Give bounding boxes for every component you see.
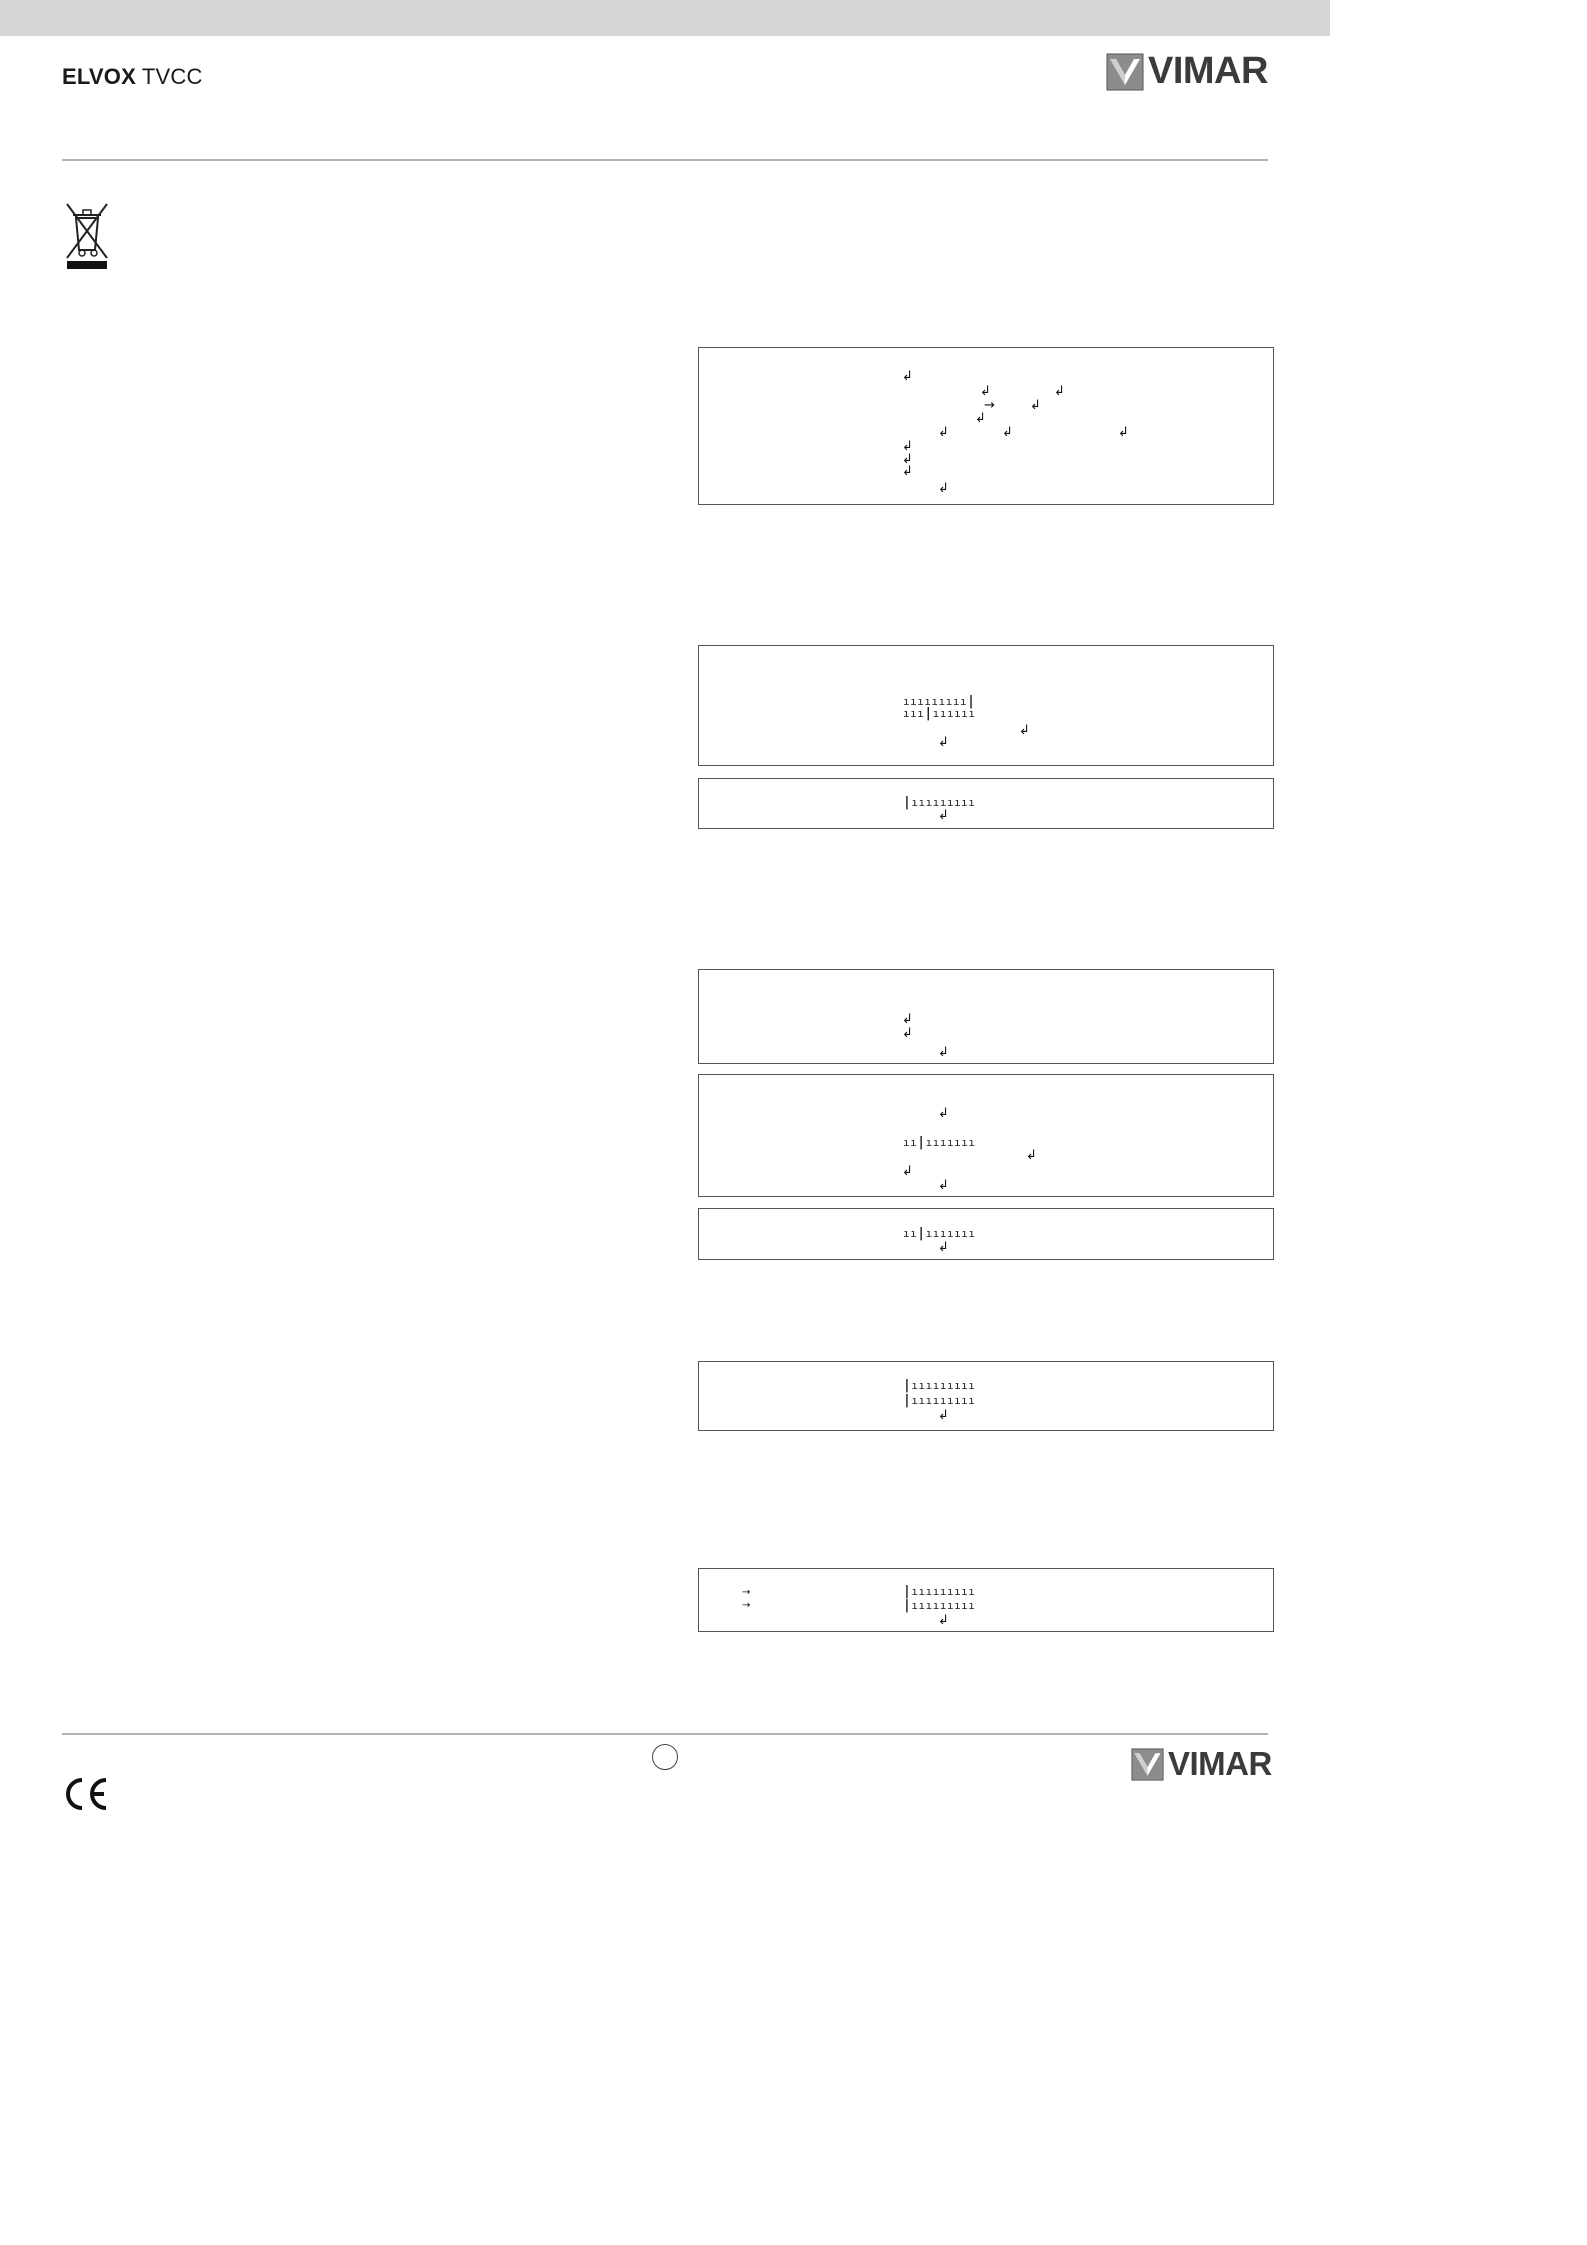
brand-title: ELVOX TVCC: [62, 64, 203, 89]
return-arrow-icon: ↲: [902, 369, 913, 384]
menu-panel-3: [698, 778, 1274, 829]
menu-panel-4: [698, 969, 1274, 1064]
top-bar: [0, 0, 1330, 36]
vimar-logo: [1106, 50, 1268, 93]
ce-mark-icon: [62, 1776, 110, 1812]
right-arrow-icon: →: [742, 1587, 751, 1598]
level-scale: ııııııııı|: [903, 694, 976, 709]
vimar-logo-footer: [1131, 1745, 1272, 1783]
menu-panel-8: [698, 1568, 1274, 1632]
menu-panel-6: [698, 1208, 1274, 1260]
return-arrow-icon: ↲: [1019, 723, 1030, 738]
return-arrow-icon: ↲: [938, 1106, 949, 1121]
menu-panel-5: [698, 1074, 1274, 1197]
vimar-logo-text: VIMAR: [1168, 1745, 1272, 1782]
vimar-logo-text: VIMAR: [1148, 50, 1268, 92]
return-arrow-icon: ↲: [938, 1408, 949, 1423]
level-scale: |ııııııııı: [903, 1393, 976, 1408]
return-arrow-icon: ↲: [1054, 384, 1065, 399]
return-arrow-icon: ↲: [938, 481, 949, 496]
footer-rule: [62, 1733, 1268, 1735]
level-scale: ıı|ııııııı: [903, 1135, 976, 1150]
return-arrow-icon: ↲: [902, 452, 913, 467]
return-arrow-icon: ↲: [938, 425, 949, 440]
return-arrow-icon: ↲: [980, 384, 991, 399]
right-arrow-icon: →: [742, 1600, 751, 1611]
menu-panel-2: [698, 645, 1274, 766]
return-arrow-icon: ↲: [902, 439, 913, 454]
return-arrow-icon: ↲: [938, 1045, 949, 1060]
return-arrow-icon: ↲: [1030, 398, 1041, 413]
return-arrow-icon: ↲: [1026, 1148, 1037, 1163]
menu-panel-1: [698, 347, 1274, 505]
return-arrow-icon: ↲: [902, 1026, 913, 1041]
level-scale: |ııııııııı: [903, 1584, 976, 1599]
right-arrow-icon: →: [984, 398, 995, 413]
return-arrow-icon: ↲: [975, 411, 986, 426]
vimar-logo-icon: [1106, 53, 1144, 91]
crossed-out-wheelie-bin-icon: [62, 200, 112, 270]
level-scale: ııı|ıııııı: [903, 706, 976, 721]
menu-panel-7: [698, 1361, 1274, 1431]
return-arrow-icon: ↲: [1118, 425, 1129, 440]
level-scale: |ııııııııı: [903, 795, 976, 810]
return-arrow-icon: ↲: [938, 1240, 949, 1255]
level-scale: |ııııııııı: [903, 1598, 976, 1613]
return-arrow-icon: ↲: [902, 1012, 913, 1027]
page-number-circle: [652, 1744, 678, 1770]
return-arrow-icon: ↲: [1002, 425, 1013, 440]
return-arrow-icon: ↲: [938, 1178, 949, 1193]
level-scale: |ııııııııı: [903, 1378, 976, 1393]
return-arrow-icon: ↲: [938, 735, 949, 750]
vimar-logo-icon: [1131, 1748, 1164, 1781]
return-arrow-icon: ↲: [938, 808, 949, 823]
header-rule: [62, 159, 1268, 161]
return-arrow-icon: ↲: [938, 1613, 949, 1628]
return-arrow-icon: ↲: [902, 1164, 913, 1179]
level-scale: ıı|ııııııı: [903, 1226, 976, 1241]
return-arrow-icon: ↲: [902, 464, 913, 479]
